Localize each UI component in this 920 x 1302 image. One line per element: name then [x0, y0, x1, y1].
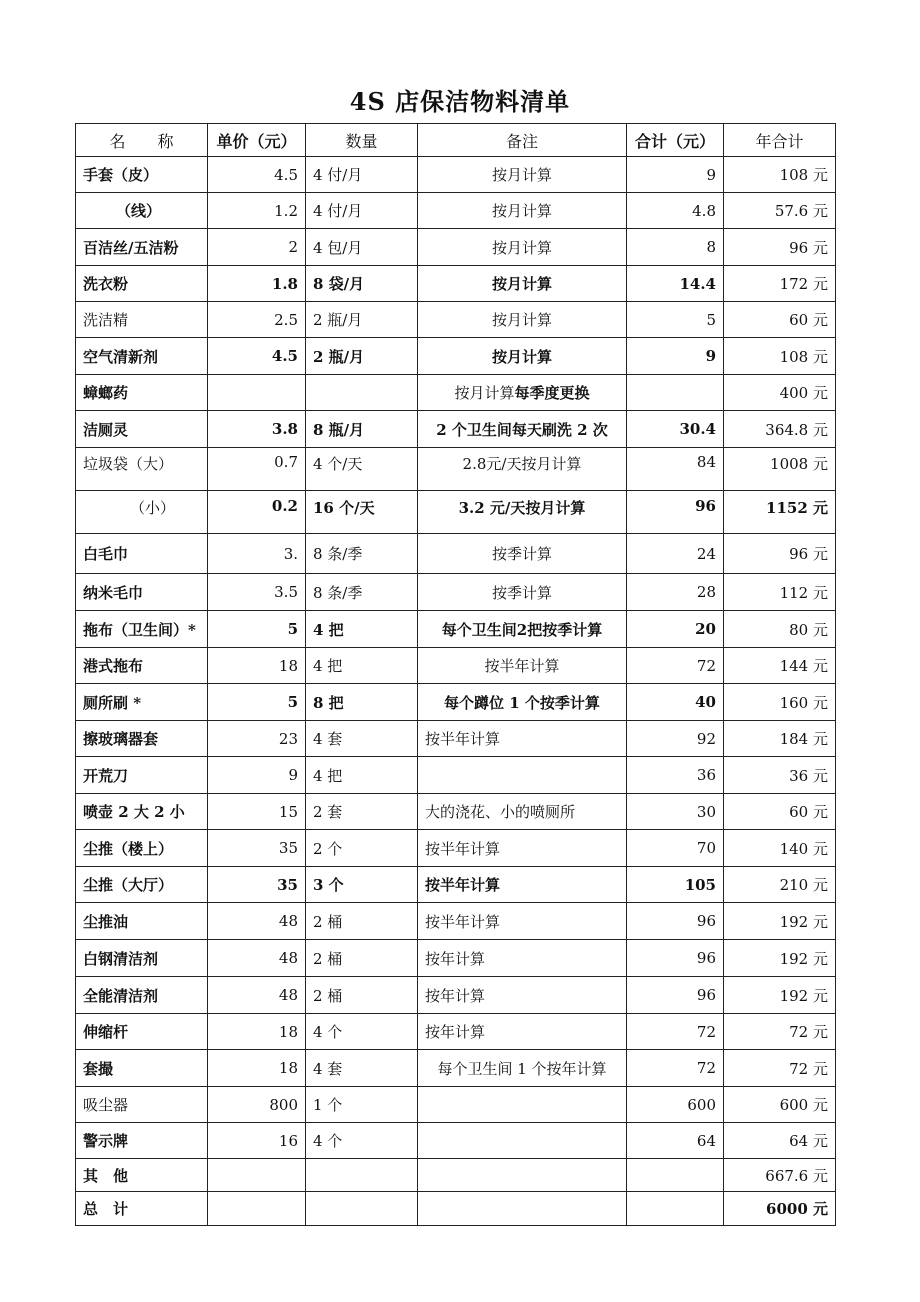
cell-year: 184 元	[724, 721, 836, 757]
cell-price	[208, 1192, 306, 1226]
table-row	[76, 1050, 836, 1087]
cell-price: 1.8	[208, 266, 306, 302]
cell-note: 按季计算	[418, 534, 627, 574]
cell-price: 4.5	[208, 157, 306, 193]
table-row	[76, 611, 836, 648]
cell-price: 18	[208, 1050, 306, 1087]
cell-name: 其 他	[76, 1159, 208, 1192]
cell-note	[418, 757, 627, 794]
cell-qty: 2 瓶/月	[306, 338, 418, 375]
cell-qty: 16 个/天	[306, 491, 418, 534]
table-row	[76, 903, 836, 940]
cell-qty: 4 把	[306, 611, 418, 648]
cell-name: 洗洁精	[76, 302, 208, 338]
cell-name: 开荒刀	[76, 757, 208, 794]
cell-price: 0.7	[208, 448, 306, 491]
cell-price: 48	[208, 940, 306, 977]
cell-name: 白毛巾	[76, 534, 208, 574]
cell-price: 800	[208, 1087, 306, 1123]
cell-price: 5	[208, 611, 306, 648]
cell-total: 92	[627, 721, 724, 757]
cell-year: 72 元	[724, 1014, 836, 1050]
cell-year: 60 元	[724, 794, 836, 830]
table-row	[76, 1014, 836, 1050]
cell-qty: 4 把	[306, 757, 418, 794]
cell-year: 108 元	[724, 338, 836, 375]
cell-total: 72	[627, 648, 724, 684]
cell-qty	[306, 375, 418, 411]
table-row	[76, 266, 836, 302]
table-row	[76, 684, 836, 721]
cell-name: 套撮	[76, 1050, 208, 1087]
materials-table	[75, 123, 836, 1226]
cell-name: 洁厕灵	[76, 411, 208, 448]
table-row	[76, 1192, 836, 1226]
table-row	[76, 338, 836, 375]
cell-note: 按年计算	[418, 940, 627, 977]
cell-name: 全能清洁剂	[76, 977, 208, 1014]
table-row	[76, 1159, 836, 1192]
cell-qty: 4 个	[306, 1014, 418, 1050]
cell-name: 警示牌	[76, 1123, 208, 1159]
cell-note: 2.8元/天按月计算	[418, 448, 627, 491]
table-row	[76, 193, 836, 229]
cell-note: 按半年计算	[418, 721, 627, 757]
header-unit-price: 单价（元）	[208, 124, 306, 157]
cell-price: 5	[208, 684, 306, 721]
cell-qty: 4 个/天	[306, 448, 418, 491]
cell-year: 96 元	[724, 534, 836, 574]
cell-name: 尘推（大厅）	[76, 867, 208, 903]
cell-qty: 4 付/月	[306, 193, 418, 229]
table-row	[76, 867, 836, 903]
cell-qty: 8 条/季	[306, 534, 418, 574]
cell-qty: 8 袋/月	[306, 266, 418, 302]
cell-year: 210 元	[724, 867, 836, 903]
cell-price	[208, 375, 306, 411]
cell-name: 洗衣粉	[76, 266, 208, 302]
header-row	[76, 124, 836, 157]
cell-note	[418, 1192, 627, 1226]
cell-price: 4.5	[208, 338, 306, 375]
cell-qty: 8 条/季	[306, 574, 418, 611]
cell-qty: 3 个	[306, 867, 418, 903]
cell-name: 吸尘器	[76, 1087, 208, 1123]
cell-note: 按月计算	[418, 229, 627, 266]
cell-qty: 2 个	[306, 830, 418, 867]
cell-qty: 2 桶	[306, 940, 418, 977]
cell-qty	[306, 1159, 418, 1192]
table-row	[76, 411, 836, 448]
cell-note: 按年计算	[418, 1014, 627, 1050]
cell-qty	[306, 1192, 418, 1226]
cell-price: 35	[208, 867, 306, 903]
cell-price: 3.5	[208, 574, 306, 611]
cell-total: 36	[627, 757, 724, 794]
cell-total: 9	[627, 338, 724, 375]
table-row	[76, 574, 836, 611]
cell-total	[627, 1192, 724, 1226]
cell-year: 160 元	[724, 684, 836, 721]
cell-note: 按月计算	[418, 302, 627, 338]
cell-name: 擦玻璃器套	[76, 721, 208, 757]
cell-note: 按月计算	[418, 266, 627, 302]
table-row	[76, 375, 836, 411]
cell-name: 厕所刷 *	[76, 684, 208, 721]
cell-total: 24	[627, 534, 724, 574]
table-row	[76, 940, 836, 977]
cell-total: 20	[627, 611, 724, 648]
cell-total: 9	[627, 157, 724, 193]
cell-note	[418, 1123, 627, 1159]
cell-year: 57.6 元	[724, 193, 836, 229]
table-row	[76, 794, 836, 830]
cell-note: 按半年计算	[418, 903, 627, 940]
cell-qty: 4 付/月	[306, 157, 418, 193]
cell-note: 按半年计算	[418, 830, 627, 867]
cell-note	[418, 1087, 627, 1123]
cell-qty: 1 个	[306, 1087, 418, 1123]
cell-qty: 4 包/月	[306, 229, 418, 266]
cell-name: 纳米毛巾	[76, 574, 208, 611]
cell-note: 每个卫生间2把按季计算	[418, 611, 627, 648]
cell-total: 105	[627, 867, 724, 903]
cell-name: （线）	[76, 193, 208, 229]
cell-total: 30.4	[627, 411, 724, 448]
cell-price: 18	[208, 1014, 306, 1050]
cell-year: 600 元	[724, 1087, 836, 1123]
cell-note: 3.2 元/天按月计算	[418, 491, 627, 534]
cell-year: 192 元	[724, 977, 836, 1014]
table-row	[76, 830, 836, 867]
cell-total: 600	[627, 1087, 724, 1123]
table-row	[76, 302, 836, 338]
table-row	[76, 757, 836, 794]
cell-price: 9	[208, 757, 306, 794]
header-note: 备注	[418, 124, 627, 157]
cell-qty: 8 把	[306, 684, 418, 721]
cell-total	[627, 375, 724, 411]
table-row	[76, 448, 836, 491]
header-year-total: 年合计	[724, 124, 836, 157]
cell-note: 按半年计算	[418, 648, 627, 684]
cell-total: 96	[627, 977, 724, 1014]
cell-year: 64 元	[724, 1123, 836, 1159]
cell-qty: 4 把	[306, 648, 418, 684]
cell-total: 70	[627, 830, 724, 867]
cell-price: 3.	[208, 534, 306, 574]
table-row	[76, 648, 836, 684]
cell-qty: 8 瓶/月	[306, 411, 418, 448]
cell-name: 港式拖布	[76, 648, 208, 684]
cell-qty: 4 套	[306, 721, 418, 757]
cell-qty: 4 套	[306, 1050, 418, 1087]
cell-note: 大的浇花、小的喷厕所	[418, 794, 627, 830]
cell-total: 8	[627, 229, 724, 266]
cell-price: 15	[208, 794, 306, 830]
cell-name: 尘推（楼上）	[76, 830, 208, 867]
cell-price: 3.8	[208, 411, 306, 448]
cell-name: 百洁丝/五洁粉	[76, 229, 208, 266]
cell-total: 96	[627, 940, 724, 977]
cell-price: 35	[208, 830, 306, 867]
cell-year: 144 元	[724, 648, 836, 684]
cell-total: 40	[627, 684, 724, 721]
cell-qty: 4 个	[306, 1123, 418, 1159]
table-row	[76, 534, 836, 574]
cell-price: 2.5	[208, 302, 306, 338]
cell-note: 每个卫生间 1 个按年计算	[418, 1050, 627, 1087]
cell-total: 4.8	[627, 193, 724, 229]
cell-total: 72	[627, 1050, 724, 1087]
cell-year: 6000 元	[724, 1192, 836, 1226]
table-row	[76, 721, 836, 757]
cell-note: 每个蹲位 1 个按季计算	[418, 684, 627, 721]
table-row	[76, 977, 836, 1014]
cell-total: 64	[627, 1123, 724, 1159]
table-row	[76, 1087, 836, 1123]
table-row	[76, 491, 836, 534]
cell-year: 36 元	[724, 757, 836, 794]
cell-total: 72	[627, 1014, 724, 1050]
cell-name: 手套（皮）	[76, 157, 208, 193]
note-part: 按月计算	[454, 384, 515, 402]
cell-name: 白钢清洁剂	[76, 940, 208, 977]
cell-total: 96	[627, 491, 724, 534]
table-row	[76, 229, 836, 266]
cell-year: 172 元	[724, 266, 836, 302]
cell-year: 80 元	[724, 611, 836, 648]
header-name: 名 称	[76, 124, 208, 157]
table-row	[76, 1123, 836, 1159]
cell-price: 48	[208, 977, 306, 1014]
cell-note: 按半年计算	[418, 867, 627, 903]
cell-qty: 2 桶	[306, 977, 418, 1014]
cell-price: 18	[208, 648, 306, 684]
header-total: 合计（元）	[627, 124, 724, 157]
cell-qty: 2 桶	[306, 903, 418, 940]
cell-qty: 2 套	[306, 794, 418, 830]
cell-price: 2	[208, 229, 306, 266]
cell-year: 192 元	[724, 940, 836, 977]
note-part: 每季度更换	[514, 384, 590, 402]
cell-year: 108 元	[724, 157, 836, 193]
cell-name: 总 计	[76, 1192, 208, 1226]
cell-note: 2 个卫生间每天刷洗 2 次	[418, 411, 627, 448]
cell-year: 667.6 元	[724, 1159, 836, 1192]
cell-total: 14.4	[627, 266, 724, 302]
cell-price: 1.2	[208, 193, 306, 229]
cell-name: （小）	[76, 491, 208, 534]
cell-price: 48	[208, 903, 306, 940]
cell-name: 垃圾袋（大）	[76, 448, 208, 491]
cell-year: 364.8 元	[724, 411, 836, 448]
cell-name: 尘推油	[76, 903, 208, 940]
cell-name: 空气清新剂	[76, 338, 208, 375]
cell-total: 96	[627, 903, 724, 940]
cell-note: 按季计算	[418, 574, 627, 611]
cell-year: 60 元	[724, 302, 836, 338]
cell-note: 按年计算	[418, 977, 627, 1014]
cell-year: 1152 元	[724, 491, 836, 534]
cell-year: 96 元	[724, 229, 836, 266]
cell-total: 5	[627, 302, 724, 338]
cell-total	[627, 1159, 724, 1192]
cell-total: 84	[627, 448, 724, 491]
cell-name: 拖布（卫生间）*	[76, 611, 208, 648]
cell-year: 1008 元	[724, 448, 836, 491]
cell-note	[418, 375, 627, 411]
cell-note: 按月计算	[418, 157, 627, 193]
table-row	[76, 157, 836, 193]
header-quantity: 数量	[306, 124, 418, 157]
cell-year: 400 元	[724, 375, 836, 411]
cell-price: 16	[208, 1123, 306, 1159]
cell-name: 伸缩杆	[76, 1014, 208, 1050]
cell-year: 140 元	[724, 830, 836, 867]
cell-note: 按月计算	[418, 338, 627, 375]
cell-year: 72 元	[724, 1050, 836, 1087]
cell-note	[418, 1159, 627, 1192]
cell-name: 蟑螂药	[76, 375, 208, 411]
cell-year: 192 元	[724, 903, 836, 940]
cell-total: 30	[627, 794, 724, 830]
cell-total: 28	[627, 574, 724, 611]
cell-name: 喷壶 2 大 2 小	[76, 794, 208, 830]
cell-year: 112 元	[724, 574, 836, 611]
cell-price: 0.2	[208, 491, 306, 534]
cell-note: 按月计算	[418, 193, 627, 229]
cell-price: 23	[208, 721, 306, 757]
cell-qty: 2 瓶/月	[306, 302, 418, 338]
cell-price	[208, 1159, 306, 1192]
page-title: 4S 店保洁物料清单	[349, 87, 571, 116]
